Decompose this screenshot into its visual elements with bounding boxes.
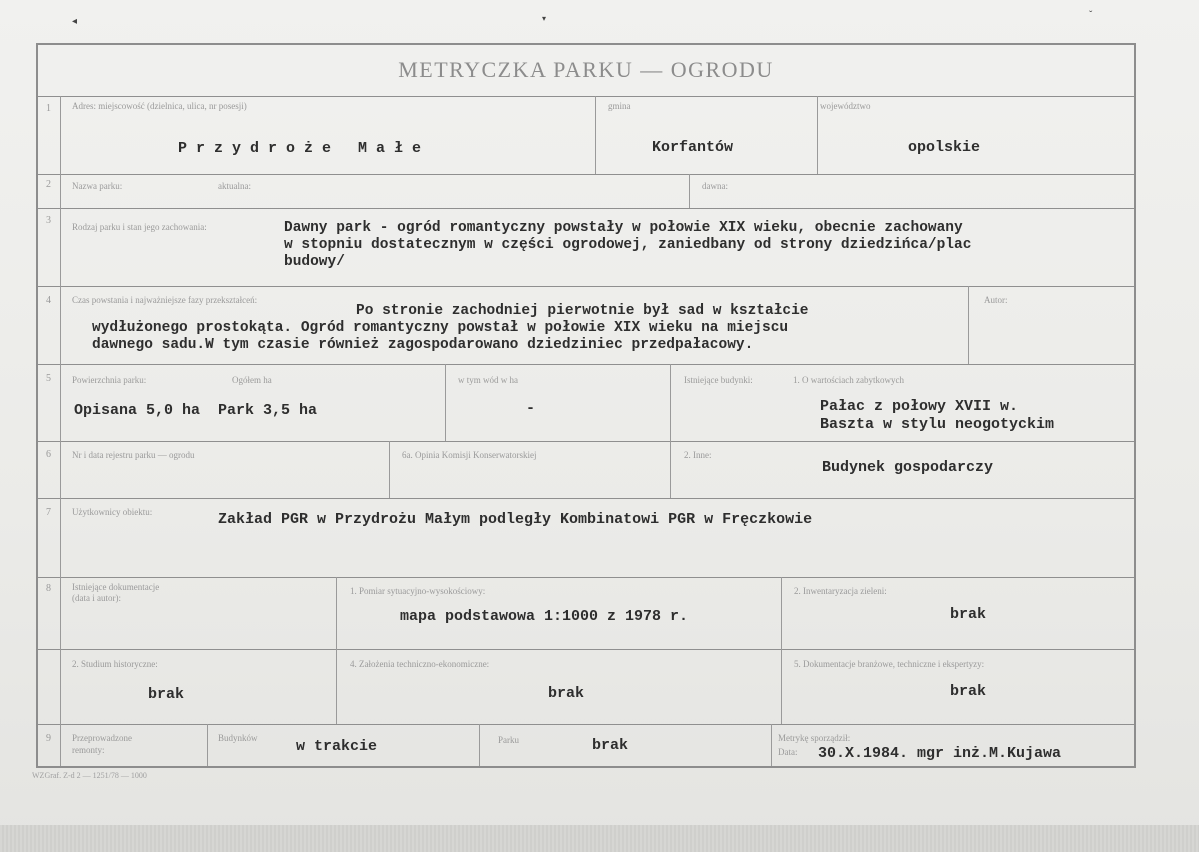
cell-divider [479, 724, 480, 766]
historic-building-item: Baszta w stylu neogotyckim [820, 416, 1055, 433]
row-divider [38, 286, 1134, 287]
cell-divider [781, 577, 782, 724]
historical-study-label: 2. Studium historyczne: [72, 659, 158, 669]
users-value: Zakład PGR w Przydrożu Małym podległy Kombinatowi PGR w Fręczkowie [218, 511, 813, 528]
text-line: w stopniu dostatecznym w części ogrodowej, zaniedbany od strony dziedzińca/plac [284, 237, 972, 253]
historical-study-value: brak [148, 686, 185, 703]
text-line: Po stronie zachodniej pierwotnie był sad w kształcie [356, 303, 809, 319]
row-number: 3 [46, 215, 51, 226]
author-label: Autor: [984, 295, 1008, 305]
current-name-label: aktualna: [218, 181, 251, 191]
voivodeship-label: województwo [820, 101, 871, 111]
row-divider [38, 174, 1134, 175]
row-number: 6 [46, 449, 51, 460]
row-divider [38, 724, 1134, 725]
number-column-divider [60, 96, 61, 766]
gmina-value: Korfantów [652, 139, 734, 156]
voivodeship-value: opolskie [908, 139, 981, 156]
row-divider [38, 441, 1134, 442]
commission-opinion-label: 6a. Opinia Komisji Konserwatorskiej [402, 450, 537, 460]
water-area-value: - [526, 400, 536, 417]
date-and-author-value: 30.X.1984. mgr inż.M.Kujawa [818, 745, 1062, 762]
cell-divider [389, 441, 390, 498]
scan-bottom-edge [0, 825, 1199, 852]
row-number: 8 [46, 583, 51, 594]
survey-label: 1. Pomiar sytuacyjno-wysokościowy: [350, 586, 486, 596]
row-divider [38, 96, 1134, 97]
historic-value-label: 1. O wartościach zabytkowych [793, 375, 904, 385]
cell-divider [771, 724, 772, 766]
total-area-label: Ogółem ha [232, 375, 272, 385]
existing-buildings-label: Istniejące budynki: [684, 375, 753, 385]
date-label: Data: [778, 747, 798, 757]
technical-assumptions-value: brak [548, 685, 585, 702]
address-value: Przydroże Małe [178, 140, 431, 157]
row-number: 7 [46, 507, 51, 518]
history-phases-description [92, 303, 808, 354]
gmina-label: gmina [608, 101, 631, 111]
text-line: budowy/ [284, 254, 345, 270]
documentation-sublabel: (data i autor): [72, 593, 121, 603]
scan-mark: ▾ [542, 14, 547, 23]
park-type-label: Rodzaj parku i stan jego zachowania: [72, 222, 207, 232]
history-phases-label: Czas powstania i najważniejsze fazy przekształceń: [72, 295, 258, 305]
park-type-description [284, 220, 971, 271]
cell-divider [207, 724, 208, 766]
park-area-value: Opisana 5,0 ha Park 3,5 ha [74, 402, 318, 419]
branch-documentation-value: brak [950, 683, 987, 700]
row-number: 9 [46, 733, 51, 744]
cell-divider [670, 364, 671, 498]
cell-divider [595, 96, 596, 174]
row-number: 5 [46, 373, 51, 384]
cell-divider [336, 577, 337, 724]
text-line: dawnego sadu.W tym czasie również zagospodarowano dziedziniec przedpałacowy. [92, 337, 754, 353]
row-divider [38, 208, 1134, 209]
text-line: Dawny park - ogród romantyczny powstały w połowie XIX wieku, obecnie zachowany [284, 220, 963, 236]
users-label: Użytkownicy obiektu: [72, 507, 153, 517]
greenery-inventory-label: 2. Inwentaryzacja zieleni: [794, 586, 887, 596]
form-title: METRYCZKA PARKU — OGRODU [398, 57, 774, 82]
row-number: 2 [46, 179, 51, 190]
text-line: wydłużonego prostokąta. Ogród romantyczny powstał w połowie XIX wieku na miejscu [92, 320, 789, 336]
historic-building-item: Pałac z połowy XVII w. [820, 398, 1019, 415]
water-area-label: w tym wód w ha [458, 375, 518, 385]
former-name-label: dawna: [702, 181, 728, 191]
technical-assumptions-label: 4. Założenia techniczno-ekonomiczne: [350, 659, 490, 669]
scan-mark: ˇ [1089, 10, 1093, 21]
row-number: 4 [46, 295, 51, 306]
cell-divider [968, 286, 969, 364]
address-label: Adres: miejscowość (dzielnica, ulica, nr posesji) [72, 101, 247, 111]
repairs-sublabel: remonty: [72, 745, 105, 755]
register-label: Nr i data rejestru parku — ogrodu [72, 450, 195, 460]
greenery-inventory-value: brak [950, 606, 987, 623]
buildings-repair-value: w trakcie [296, 738, 378, 755]
buildings-repair-label: Budynków [218, 733, 258, 743]
park-repair-label: Parku [498, 735, 519, 745]
row-divider [38, 577, 1134, 578]
park-record-form [36, 43, 1136, 768]
documentation-label: Istniejące dokumentacje [72, 582, 160, 592]
park-name-label: Nazwa parku: [72, 181, 123, 191]
cell-divider [817, 96, 818, 174]
branch-documentation-label: 5. Dokumentacje branżowe, techniczne i ekspertyzy: [794, 659, 985, 669]
row-divider [38, 498, 1134, 499]
survey-value: mapa podstawowa 1:1000 z 1978 r. [400, 608, 689, 625]
park-repair-value: brak [592, 737, 629, 754]
row-number: 1 [46, 103, 51, 114]
cell-divider [689, 174, 690, 208]
row-divider [38, 649, 1134, 650]
park-area-label: Powierzchnia parku: [72, 375, 147, 385]
card-author-label: Metrykę sporządził: [778, 733, 851, 743]
cell-divider [445, 364, 446, 441]
other-buildings-value: Budynek gospodarczy [822, 459, 994, 476]
row-divider [38, 364, 1134, 365]
print-footer: WZGraf. Z-d 2 — 1251/78 — 1000 [32, 771, 147, 780]
scan-mark: ◂ [72, 16, 78, 27]
repairs-label: Przeprowadzone [72, 733, 132, 743]
other-buildings-label: 2. Inne: [684, 450, 712, 460]
